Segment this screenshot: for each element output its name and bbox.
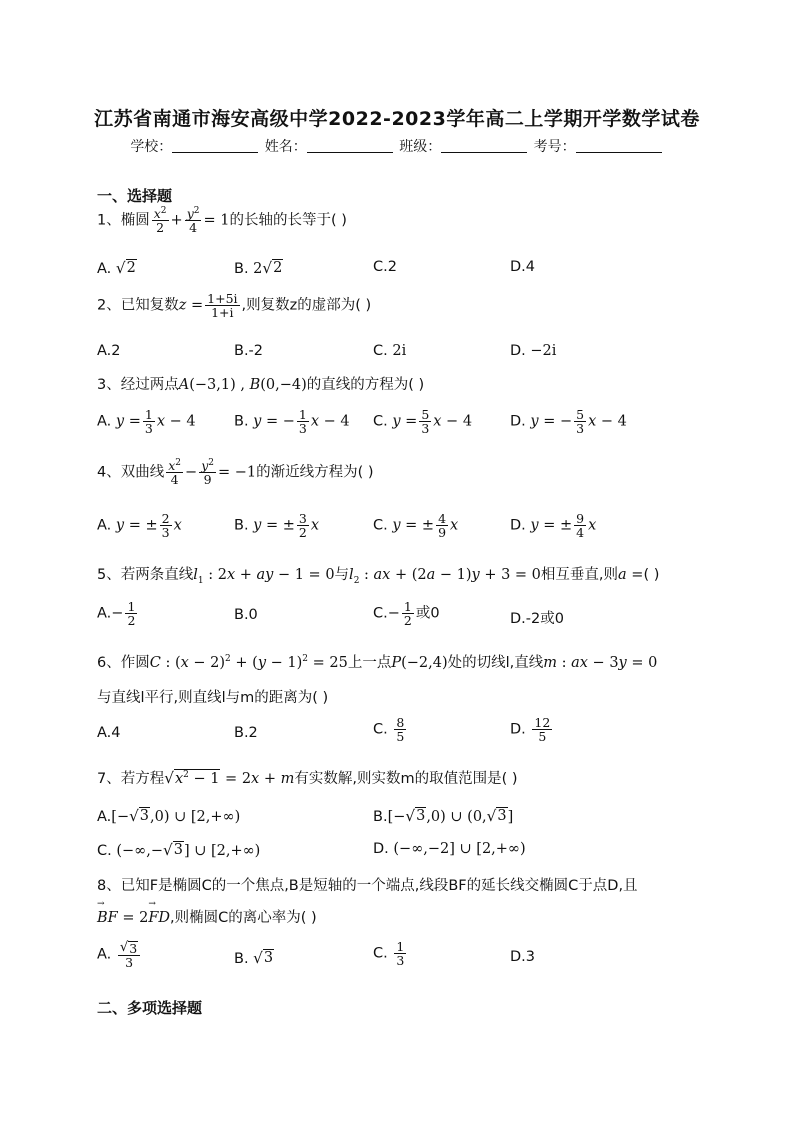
exam-no-blank[interactable] [576,138,662,153]
section-heading-choice: 一、选择题 [97,187,173,205]
q3-option-a[interactable]: A. y = $\frac{1}{3}$ x − 4 [97,407,196,437]
class-label: 班级： [399,139,442,155]
section-heading-multi: 二、多项选择题 [97,999,203,1017]
q7-option-d[interactable]: D. (−∞,−2] ∪ [2,+∞) [373,841,526,857]
q1-option-b[interactable]: B. 2 √ 2 [234,259,283,277]
question-7: 7、若方程 √ $x^2 - 1$ = 2x + m有实数解,则实数m的取值范围是( ) [97,769,518,787]
q2-option-c[interactable]: C. 2i [373,343,407,359]
q1-option-a[interactable]: A. √ 2 [97,259,136,277]
q4-option-d[interactable]: D. y = ± $\frac{9}{4}$ x [510,511,597,541]
question-5: 5、若两条直线$l_1$ : 2x + ay − 1 = 0与$l_2$ : ax + (2a − 1)y + 3 = 0相互垂直,则a =( ) [97,567,660,586]
question-8: 8、已知F是椭圆C的一个焦点,B是短轴的一个端点,线段BF的延长线交椭圆C于点D,且 [97,878,638,894]
q5-option-d[interactable]: D.-2或0 [510,611,564,627]
question-4: 4、双曲线 $\frac{x^2}{4}$ − $\frac{y^2}{9}$ = −1的渐近线方程为( ) [97,458,374,488]
q8-option-d[interactable]: D.3 [510,949,535,965]
q2-option-d[interactable]: D. −2i [510,343,557,359]
q4-option-c[interactable]: C. y = ± $\frac{4}{9}$ x [373,511,459,541]
q8-option-a[interactable]: A. √ 3 3 [97,940,142,969]
school-blank[interactable] [172,138,258,153]
question-8-line2: → BF = 2→ FD,则椭圆C的离心率为( ) [97,906,317,927]
q5-option-a[interactable]: A.− $\frac{1}{2}$ [97,599,136,629]
q5-option-b[interactable]: B.0 [234,607,258,623]
q7-option-c[interactable]: C. (−∞,− √ 3 ] ∪ [2,+∞) [97,841,261,859]
name-label: 姓名： [264,139,307,155]
q1-option-c[interactable]: C.2 [373,259,397,275]
question-2: 2、已知复数z = $\frac{1+5i}{1+i}$ ,则复数z的虚部为( ) [97,291,372,321]
q8-option-c[interactable]: C. $\frac{1}{3}$ [373,939,405,969]
question-6: 6、作圆C : $(x - 2)^2 + (y - 1)^2 = 25$上一点P(−2,4)处的切线l,直线m : ax − 3y = 0 [97,654,658,671]
question-6-line2: 与直线l平行,则直线l与m的距离为( ) [97,690,329,706]
q2-option-b[interactable]: B.-2 [234,343,264,359]
q3-option-c[interactable]: C. y = $\frac{5}{3}$ x − 4 [373,407,473,437]
q3-option-d[interactable]: D. y = − $\frac{5}{3}$ x − 4 [510,407,627,437]
q6-option-c[interactable]: C. $\frac{8}{5}$ [373,715,405,745]
q6-option-d[interactable]: D. $\frac{12}{5}$ [510,715,551,745]
question-3: 3、经过两点A(−3,1) , B(0,−4)的直线的方程为( ) [97,377,425,393]
q6-option-a[interactable]: A.4 [97,725,121,741]
student-info-line [0,136,794,156]
page-title: 江苏省南通市海安高级中学2022-2023学年高二上学期开学数学试卷 [94,108,700,130]
q8-option-b[interactable]: B. √ 3 [234,949,274,967]
q7-option-b[interactable]: B.[− √ 3 ,0) ∪ (0, √ 3 ] [373,807,514,825]
q4-option-a[interactable]: A. y = ± $\frac{2}{3}$ x [97,511,182,541]
q2-option-a[interactable]: A.2 [97,343,121,359]
exam-no-label: 考号： [533,139,576,155]
q4-option-b[interactable]: B. y = ± $\frac{3}{2}$ x [234,511,320,541]
q5-option-c[interactable]: C.− $\frac{1}{2}$ 或0 [373,599,440,629]
q6-option-b[interactable]: B.2 [234,725,258,741]
q1-option-d[interactable]: D.4 [510,259,535,275]
q7-option-a[interactable]: A.[− √ 3 ,0) ∪ [2,+∞) [97,807,241,825]
name-blank[interactable] [307,138,393,153]
question-1: 1、椭圆 $\frac{x^2}{2}$ + $\frac{y^2}{4}$ = 1的长轴的长等于( ) [97,206,347,236]
q3-option-b[interactable]: B. y = − $\frac{1}{3}$ x − 4 [234,407,350,437]
school-label: 学校： [130,139,173,155]
class-blank[interactable] [441,138,527,153]
